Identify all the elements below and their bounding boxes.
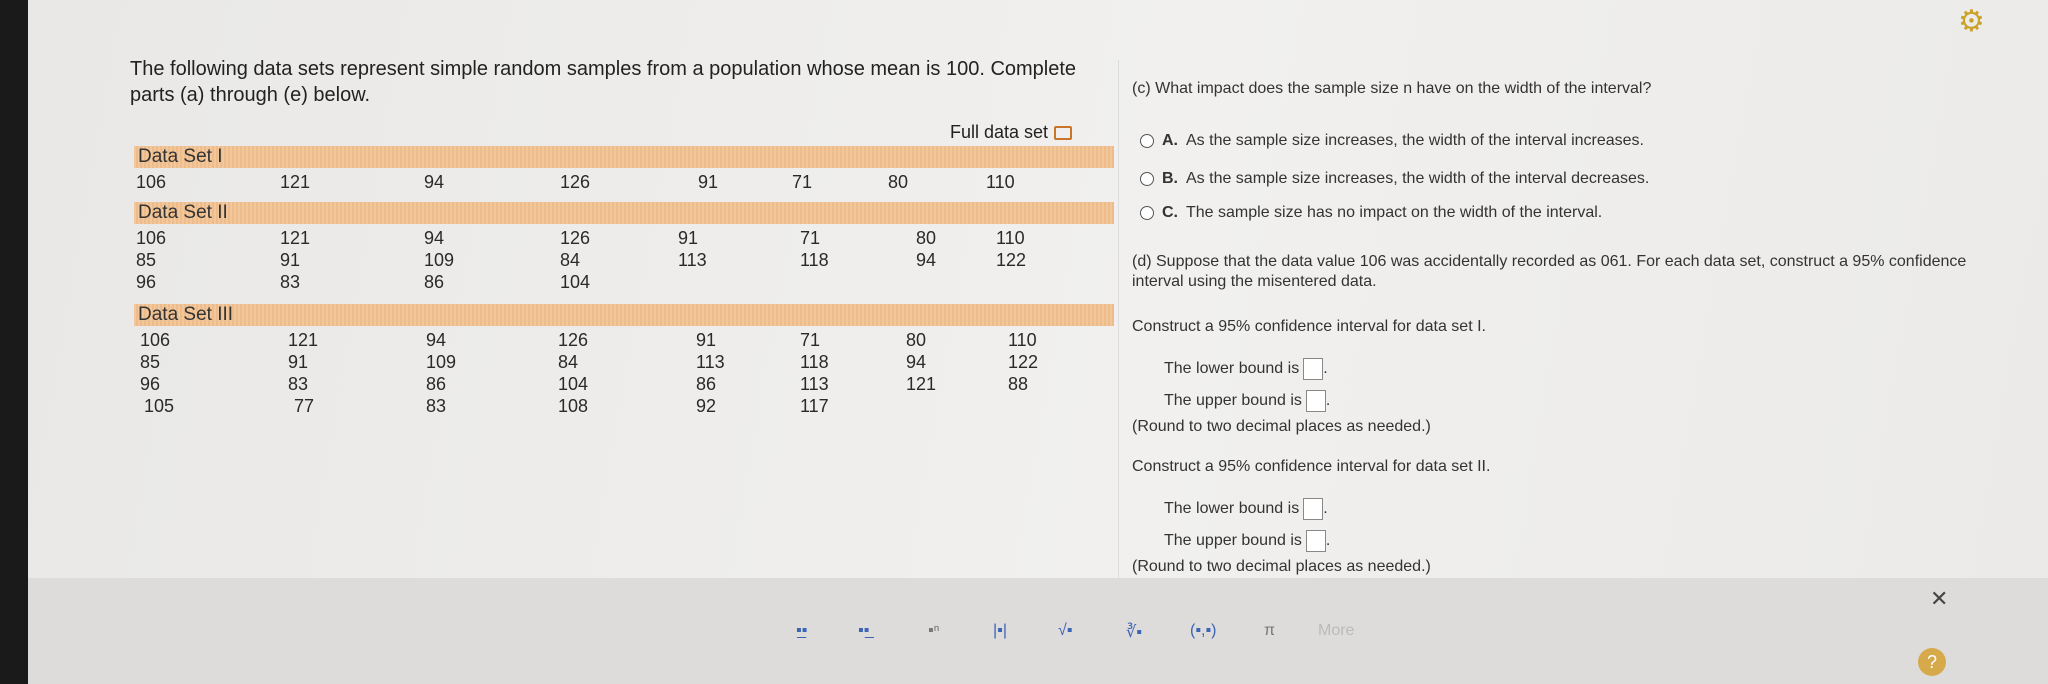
cube-root-tool[interactable]: ∛▪	[1126, 624, 1142, 641]
lower-bound-label: The lower bound is	[1164, 360, 1300, 378]
data-set-1-header: Data Set I	[134, 146, 1114, 168]
set1-lower-bound: The lower bound is .	[1164, 358, 1328, 380]
table-row	[136, 396, 1116, 418]
round-note: (Round to two decimal places as needed.)	[1132, 558, 1431, 575]
data-set-2-header: Data Set II	[134, 202, 1114, 224]
set1-prompt: Construct a 95% confidence interval for data set I.	[1132, 318, 1486, 335]
upper-bound-input[interactable]	[1306, 530, 1326, 552]
table-cell: 104	[558, 374, 589, 394]
table-cell: 85	[140, 352, 161, 372]
upper-bound-label: The upper bound is	[1164, 392, 1302, 410]
table-row	[136, 272, 1116, 294]
table-cell: 86	[424, 272, 445, 292]
table-cell: 117	[800, 396, 829, 416]
data-set-3-header: Data Set III	[134, 304, 1114, 326]
full-data-label: Full data set	[950, 122, 1049, 142]
table-cell: 121	[280, 172, 311, 192]
table-cell: 94	[424, 172, 445, 192]
close-icon[interactable]: ✕	[1930, 586, 1949, 611]
set1-upper-bound: The upper bound is .	[1164, 390, 1330, 412]
data-set-3-table	[136, 330, 1116, 418]
table-cell: 126	[558, 330, 589, 350]
option-text: As the sample size increases, the width of the interval decreases.	[1186, 170, 1650, 187]
absolute-value-tool[interactable]: |▪|	[993, 622, 1007, 639]
table-cell: 126	[560, 228, 591, 248]
table-cell: 104	[560, 272, 591, 292]
table-cell: 80	[888, 172, 909, 192]
full-data-set-link[interactable]	[950, 122, 1072, 143]
table-cell: 86	[696, 374, 717, 394]
lower-bound-label: The lower bound is	[1164, 500, 1300, 518]
table-cell: 80	[916, 228, 937, 248]
help-icon[interactable]: ?	[1918, 648, 1946, 676]
table-cell: 71	[800, 330, 821, 350]
radio-button[interactable]	[1140, 172, 1154, 186]
screen	[28, 0, 2048, 684]
radio-button[interactable]	[1140, 206, 1154, 220]
problem-text: The following data sets represent simple random samples from a population whose mean is 100. Complete parts (a) through (e) below.	[130, 58, 1077, 106]
upper-bound-label: The upper bound is	[1164, 532, 1302, 550]
option-letter: B.	[1162, 170, 1178, 187]
table-cell: 106	[136, 172, 167, 192]
table-cell: 113	[678, 250, 707, 270]
table-cell: 109	[424, 250, 455, 270]
table-cell: 96	[140, 374, 161, 394]
table-cell: 85	[136, 250, 157, 270]
table-cell: 86	[426, 374, 447, 394]
radio-button[interactable]	[1140, 134, 1154, 148]
exponent-tool[interactable]: ▪ⁿ	[928, 622, 940, 639]
table-cell: 94	[424, 228, 445, 248]
table-cell: 108	[558, 396, 589, 416]
option-c[interactable]	[1140, 204, 1602, 222]
table-cell: 105	[144, 396, 175, 416]
table-cell: 121	[906, 374, 937, 394]
gear-icon[interactable]: ⚙	[1958, 5, 1985, 38]
ordered-pair-tool[interactable]: (▪,▪)	[1190, 622, 1217, 639]
table-cell: 113	[696, 352, 725, 372]
table-cell: 91	[678, 228, 699, 248]
table-cell: 84	[558, 352, 579, 372]
table-cell: 110	[1008, 330, 1037, 350]
data-set-2-table	[136, 228, 1116, 294]
table-cell: 71	[800, 228, 821, 248]
table-cell: 84	[560, 250, 581, 270]
table-cell: 77	[294, 396, 315, 416]
part-c-question: (c) What impact does the sample size n have on the width of the interval?	[1132, 80, 1652, 97]
table-row	[136, 374, 1116, 396]
table-row	[136, 330, 1116, 352]
table-cell: 91	[280, 250, 301, 270]
table-cell: 106	[136, 228, 167, 248]
table-cell: 106	[140, 330, 171, 350]
option-b[interactable]	[1140, 170, 1649, 188]
table-cell: 110	[986, 172, 1015, 192]
set2-lower-bound: The lower bound is .	[1164, 498, 1328, 520]
more-button[interactable]: More	[1318, 622, 1355, 639]
square-root-tool[interactable]: √▪	[1058, 622, 1073, 639]
table-cell: 118	[800, 250, 829, 270]
table-cell: 83	[280, 272, 301, 292]
table-cell: 122	[996, 250, 1027, 270]
lower-bound-input[interactable]	[1303, 498, 1323, 520]
upper-bound-input[interactable]	[1306, 390, 1326, 412]
table-cell: 94	[906, 352, 927, 372]
mixed-number-tool[interactable]: ▪▪̲	[858, 622, 870, 639]
table-cell: 113	[800, 374, 829, 394]
table-cell: 80	[906, 330, 927, 350]
data-set-1-table	[136, 172, 1116, 194]
table-cell: 118	[800, 352, 829, 372]
table-cell: 94	[916, 250, 937, 270]
table-cell: 91	[698, 172, 719, 192]
window-icon	[1054, 126, 1072, 140]
fraction-tool[interactable]: ▪̲▪	[796, 622, 808, 639]
math-toolbar	[28, 578, 2048, 684]
round-note: (Round to two decimal places as needed.)	[1132, 418, 1431, 435]
option-letter: A.	[1162, 132, 1178, 149]
table-cell: 92	[696, 396, 717, 416]
table-cell: 121	[280, 228, 311, 248]
table-cell: 121	[288, 330, 319, 350]
option-letter: C.	[1162, 204, 1178, 221]
table-cell: 88	[1008, 374, 1029, 394]
table-row	[136, 172, 1116, 194]
set2-upper-bound: The upper bound is .	[1164, 530, 1330, 552]
table-row	[136, 250, 1116, 272]
part-d-question: (d) Suppose that the data value 106 was accidentally recorded as 061. For each data set, construct a 95% confidence interval using the misentered data.	[1132, 253, 1967, 290]
table-cell: 126	[560, 172, 591, 192]
table-row	[136, 352, 1116, 374]
table-cell: 96	[136, 272, 157, 292]
set2-prompt: Construct a 95% confidence interval for data set II.	[1132, 458, 1491, 475]
option-a[interactable]	[1140, 132, 1644, 150]
divider	[1118, 60, 1119, 580]
table-cell: 110	[996, 228, 1025, 248]
table-row	[136, 228, 1116, 250]
table-cell: 91	[288, 352, 309, 372]
table-cell: 94	[426, 330, 447, 350]
table-cell: 83	[426, 396, 447, 416]
lower-bound-input[interactable]	[1303, 358, 1323, 380]
table-cell: 83	[288, 374, 309, 394]
option-text: The sample size has no impact on the width of the interval.	[1186, 204, 1603, 221]
option-text: As the sample size increases, the width of the interval increases.	[1186, 132, 1644, 149]
table-cell: 91	[696, 330, 717, 350]
table-cell: 71	[792, 172, 813, 192]
table-cell: 122	[1008, 352, 1039, 372]
pi-tool[interactable]: π	[1264, 622, 1276, 639]
table-cell: 109	[426, 352, 457, 372]
